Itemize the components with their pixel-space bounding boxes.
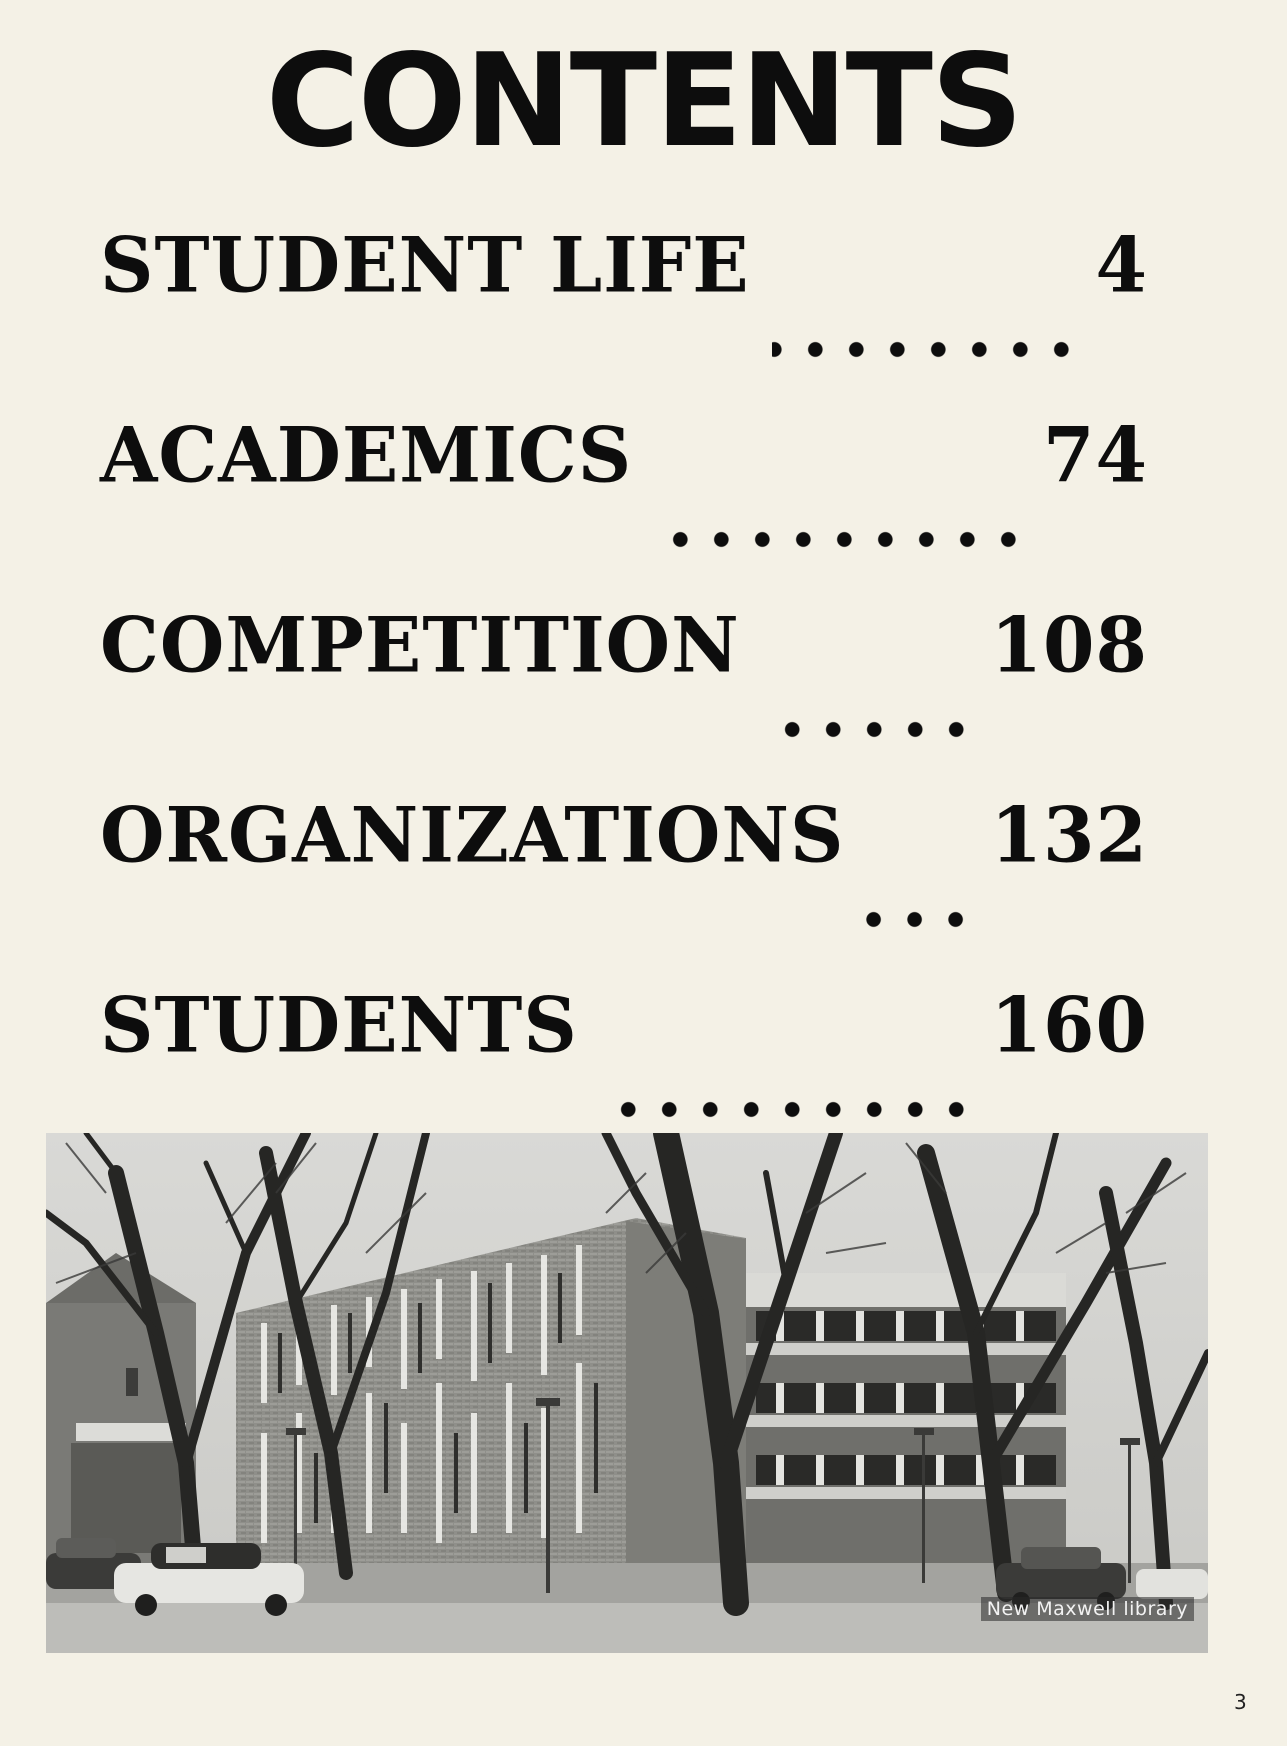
toc-entry-page: 160 bbox=[990, 981, 1148, 1070]
toc-entry-page: 132 bbox=[990, 791, 1148, 880]
library-building-illustration bbox=[46, 1133, 1208, 1653]
dot-leader bbox=[654, 531, 1029, 547]
dot-leader bbox=[600, 1101, 977, 1117]
toc-entry-label: ORGANIZATIONS bbox=[100, 791, 845, 880]
toc-entry-student-life[interactable] bbox=[100, 221, 1148, 422]
toc-entry-label: ACADEMICS bbox=[100, 411, 633, 500]
dot-leader bbox=[772, 341, 1082, 357]
toc-entry-page: 108 bbox=[990, 601, 1148, 690]
photo-caption: New Maxwell library bbox=[981, 1597, 1194, 1621]
toc-entry-organizations[interactable] bbox=[100, 791, 1148, 992]
toc-entry-label: STUDENTS bbox=[100, 981, 578, 1070]
toc-entry-label: COMPETITION bbox=[100, 601, 740, 690]
dot-leader bbox=[866, 911, 976, 927]
toc-entry-page: 74 bbox=[1043, 411, 1148, 500]
table-of-contents bbox=[100, 221, 1148, 1180]
page-number: 3 bbox=[1234, 1690, 1247, 1714]
dot-leader bbox=[762, 721, 977, 737]
toc-entry-page: 4 bbox=[1095, 221, 1148, 310]
page-title: CONTENTS bbox=[265, 27, 1022, 176]
toc-entry-competition[interactable] bbox=[100, 601, 1148, 802]
toc-entry-label: STUDENT LIFE bbox=[100, 221, 750, 310]
library-photo bbox=[46, 1133, 1208, 1653]
toc-entry-academics[interactable] bbox=[100, 411, 1148, 612]
